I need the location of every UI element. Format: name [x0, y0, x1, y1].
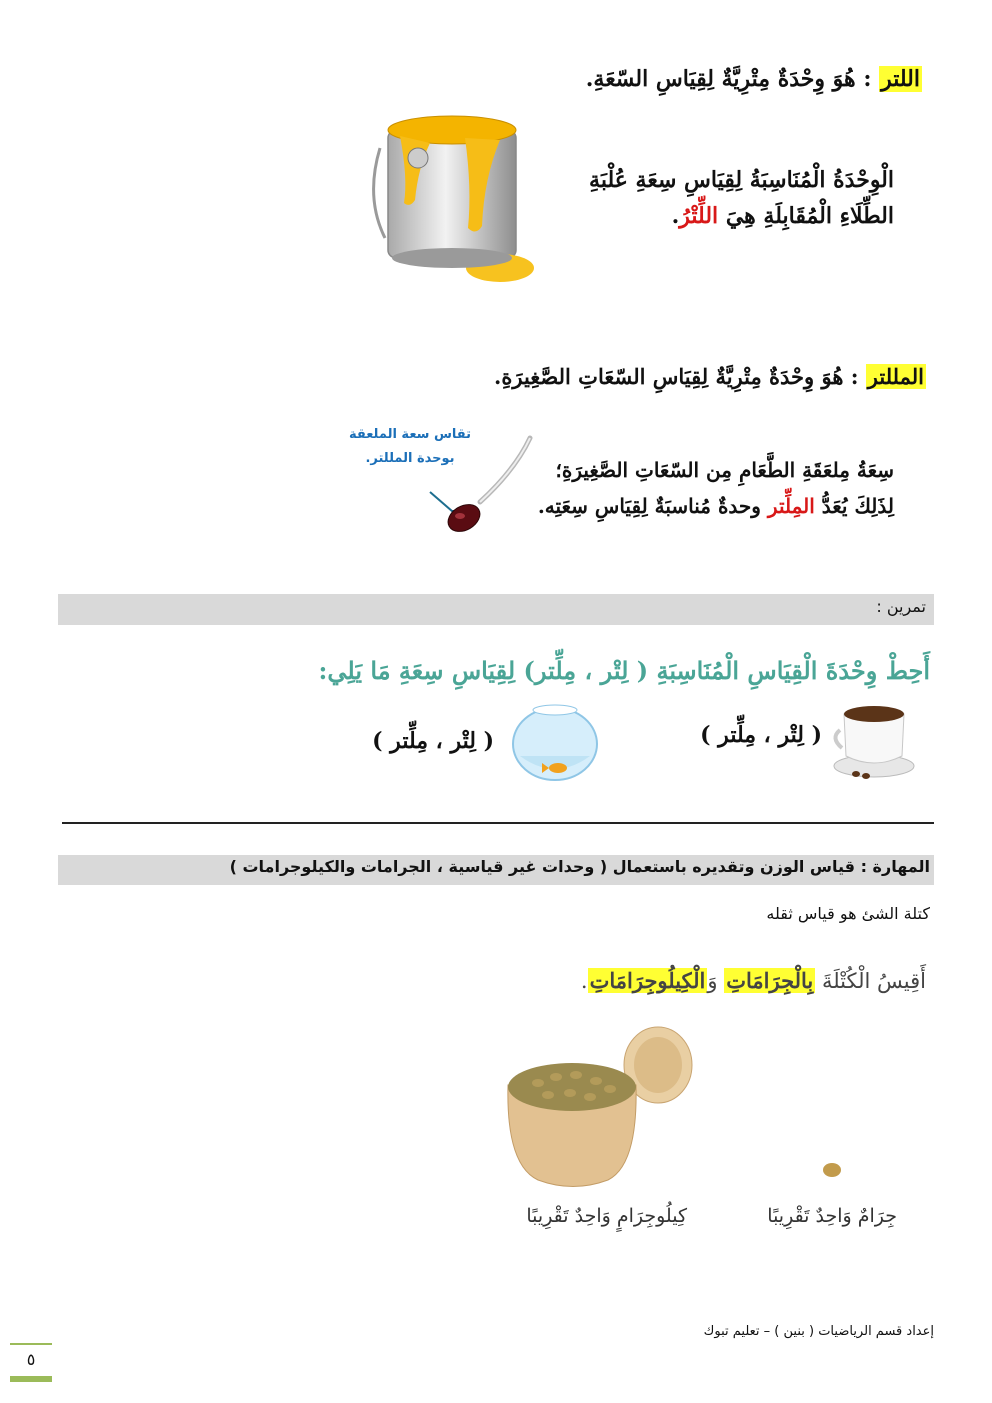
litre-term: اللتر — [881, 66, 920, 92]
litre-highlight: اللِّتْرُ — [679, 203, 719, 229]
millilitre-definition-text: هُوَ وِحْدَةٌ مِتْرِيَّةٌ لِقِيَاسِ السّعَاتِ الصَّغِيرَةِ. — [494, 364, 844, 389]
mass-definition: كتلة الشئ هو قياس ثقله — [766, 904, 930, 923]
single-lentil-image — [820, 1160, 844, 1180]
millilitre-definition: المللتر : هُوَ وِحْدَةٌ مِتْرِيَّةٌ لِقِيَاسِ السّعَاتِ الصَّغِيرَةِ. — [494, 364, 924, 389]
litre-description: الْوِحْدَةُ الْمُنَاسِبَةُ لِقِيَاسِ سِعَةِ عُلْبَةِ الطِّلَاءِ الْمُقَابِلَةِ هِيَ اللِّتْرُ. — [589, 167, 894, 229]
millilitre-term: المللتر — [867, 364, 924, 389]
fish-bowl-image — [508, 700, 603, 782]
footer-line-bottom — [10, 1376, 52, 1382]
exercise-title: تمرين : — [876, 597, 926, 616]
spoon-note: تقاس سعة الملعقة بوحدة المللتر. — [348, 427, 472, 466]
fishbowl-choice[interactable]: ( لِتْر ، مِلِّتر ) — [372, 728, 494, 754]
kilograms-highlight: الْكِيلُوجِرَامَاتِ — [589, 968, 706, 993]
paint-can-image — [360, 108, 535, 293]
millilitre-description: سِعَةُ مِلعَقَةِ الطَّعَامِ مِن السّعَاتِ الصَّغِيرَةِ؛ لِذَلِكَ يُعَدُّ المِلِّتر وحدةٌ مُناسبَةٌ لِقِيَاسِ سِعَتِه. — [537, 458, 894, 518]
footer-credit: إعداد قسم الرياضيات ( بنين ) – تعليم تبوك — [703, 1324, 934, 1339]
kilogram-caption: كِيلُوجِرَامٍ وَاحِدٌ تَقْرِيبًا — [526, 1205, 687, 1227]
section-divider — [62, 822, 934, 824]
coffee-choice[interactable]: ( لِتْر ، مِلِّتر ) — [700, 722, 822, 748]
exercise-instruction: أَحِطْ وِحْدَةَ الْقِيَاسِ الْمُنَاسِبَةِ ( لِتْر ، مِلِّتر) لِقِيَاسِ سِعَةِ مَا يَلِي: — [318, 656, 930, 685]
skill-title: المهارة : قياس الوزن وتقديره باستعمال ( وحدات غير قياسية ، الجرامات والكيلوجرامات ) — [229, 857, 930, 876]
millilitre-highlight: المِلِّتر — [767, 494, 815, 518]
page-number: ٥ — [26, 1350, 36, 1369]
exercise-header-bar — [58, 594, 934, 625]
footer-line-top — [10, 1343, 52, 1345]
coffee-cup-image — [830, 700, 918, 780]
grams-highlight: بِالْجِرَامَاتِ — [726, 968, 814, 993]
litre-definition-text: هُوَ وِحْدَةٌ مِتْرِيَّةٌ لِقِيَاسِ السّعَةِ. — [585, 66, 856, 92]
litre-definition: اللتر : هُوَ وِحْدَةٌ مِتْرِيَّةٌ لِقِيَاسِ السّعَةِ. — [585, 66, 920, 92]
gram-caption: جِرَامٌ وَاحِدٌ تَقْرِيبًا — [767, 1205, 897, 1227]
lentil-jar-image — [498, 1025, 698, 1195]
weigh-title: أَقِيسُ الْكُتْلَةَ بِالْجِرَامَاتِ وَالْكِيلُوجِرَامَاتِ. — [580, 968, 926, 993]
